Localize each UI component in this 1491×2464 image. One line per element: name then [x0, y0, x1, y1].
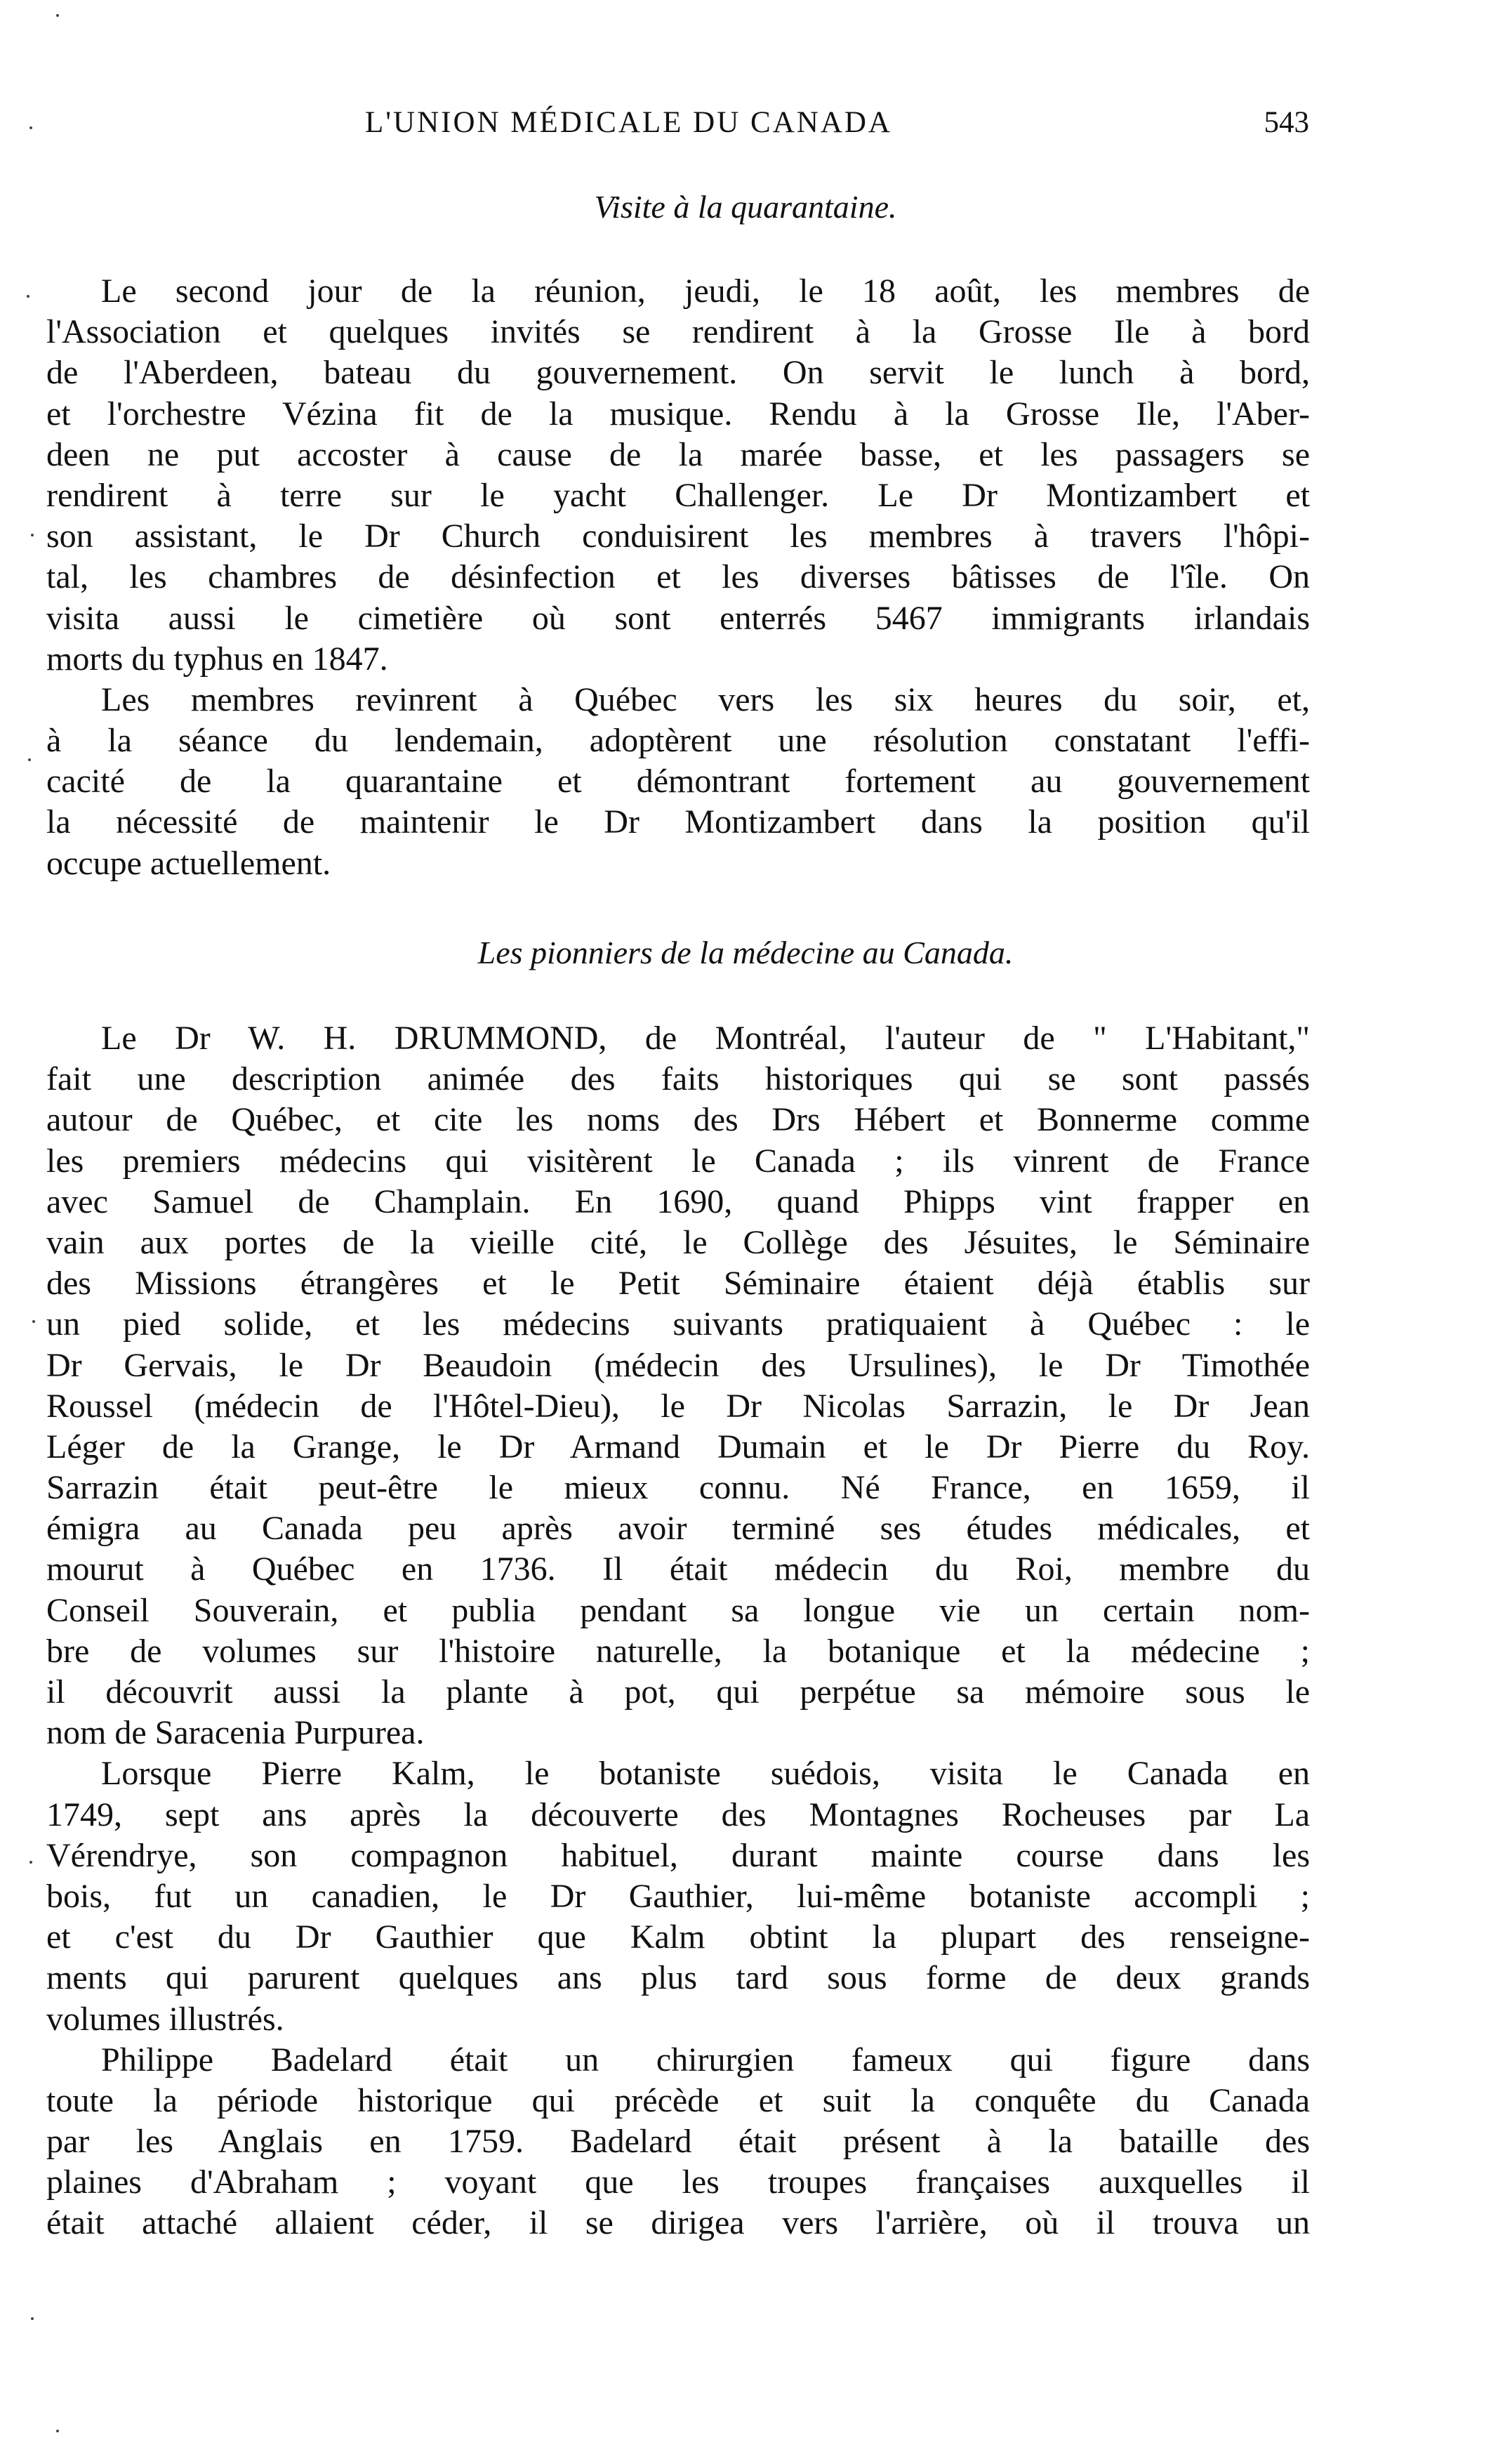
- journal-title: L'UNION MÉDICALE DU CANADA: [365, 106, 892, 139]
- text-line: son assistant, le Dr Church conduisirent les membres à travers l'hôpi-: [46, 518, 1310, 555]
- text-line: bois, fut un canadien, le Dr Gauthier, lui-même botaniste accompli ;: [46, 1877, 1310, 1915]
- text-line: Les membres revinrent à Québec vers les six heures du soir, et,: [101, 680, 1310, 718]
- text-line: à la séance du lendemain, adoptèrent une résolution constatant l'effi-: [46, 722, 1310, 760]
- text-line: et c'est du Dr Gauthier que Kalm obtint la plupart des renseigne-: [46, 1918, 1310, 1956]
- section-heading-quarantine: Visite à la quarantaine.: [594, 189, 897, 225]
- text-line: volumes illustrés.: [46, 2000, 284, 2038]
- text-line: toute la période historique qui précède et suit la conquête du Canada: [46, 2081, 1310, 2119]
- scan-speck: [56, 14, 59, 17]
- text-line: la nécessité de maintenir le Dr Montizambert dans la position qu'il: [46, 803, 1310, 841]
- text-line: et l'orchestre Vézina fit de la musique. Rendu à la Grosse Ile, l'Aber-: [46, 395, 1310, 433]
- section-heading-pioneers: Les pionniers de la médecine au Canada.: [477, 935, 1014, 970]
- text-line: de l'Aberdeen, bateau du gouvernement. On servit le lunch à bord,: [46, 354, 1310, 392]
- page-number: 543: [1264, 106, 1309, 139]
- text-line: deen ne put accoster à cause de la marée basse, et les passagers se: [46, 435, 1310, 473]
- text-line: Le second jour de la réunion, jeudi, le 18 août, les membres de: [101, 272, 1310, 310]
- text-line: par les Anglais en 1759. Badelard était présent à la bataille des: [46, 2123, 1310, 2161]
- text-line: occupe actuellement.: [46, 844, 331, 882]
- text-line: un pied solide, et les médecins suivants pratiquaient à Québec : le: [46, 1305, 1310, 1343]
- text-line: était attaché allaient céder, il se dirigea vers l'arrière, où il trouva un: [46, 2204, 1310, 2242]
- scan-speck: [32, 1320, 35, 1323]
- text-line: Léger de la Grange, le Dr Armand Dumain et le Dr Pierre du Roy.: [46, 1428, 1310, 1465]
- text-line: mourut à Québec en 1736. Il était médecin du Roi, membre du: [46, 1550, 1310, 1588]
- text-line: tal, les chambres de désinfection et les diverses bâtisses de l'île. On: [46, 558, 1310, 596]
- text-line: avec Samuel de Champlain. En 1690, quand Phipps vint frapper en: [46, 1182, 1310, 1220]
- text-line: autour de Québec, et cite les noms des Drs Hébert et Bonnerme comme: [46, 1101, 1310, 1139]
- paragraph-quarantine-visit: [46, 271, 1310, 884]
- scan-speck: [31, 2317, 34, 2320]
- text-line: cacité de la quarantaine et démontrant fortement au gouvernement: [46, 763, 1310, 801]
- running-header: [91, 105, 1309, 147]
- text-line: des Missions étrangères et le Petit Séminaire étaient déjà établis sur: [46, 1265, 1310, 1303]
- scan-speck: [29, 1861, 32, 1864]
- text-line: Conseil Souverain, et publia pendant sa longue vie un certain nom-: [46, 1591, 1310, 1629]
- text-line: 1749, sept ans après la découverte des Montagnes Rocheuses par La: [46, 1796, 1310, 1833]
- text-line: rendirent à terre sur le yacht Challenger. Le Dr Montizambert et: [46, 476, 1310, 514]
- scan-speck: [28, 758, 31, 761]
- scan-speck: [31, 534, 34, 536]
- text-line: morts du typhus en 1847.: [46, 640, 388, 678]
- text-line: Sarrazin était peut-être le mieux connu. Né France, en 1659, il: [46, 1469, 1310, 1507]
- text-line: émigra au Canada peu après avoir terminé ses études médicales, et: [46, 1510, 1310, 1548]
- text-line: l'Association et quelques invités se rendirent à la Grosse Ile à bord: [46, 313, 1310, 351]
- text-line: les premiers médecins qui visitèrent le Canada ; ils vinrent de France: [46, 1142, 1310, 1180]
- scan-speck: [29, 126, 32, 129]
- text-line: Dr Gervais, le Dr Beaudoin (médecin des Ursulines), le Dr Timothée: [46, 1346, 1310, 1384]
- scan-speck: [56, 2430, 59, 2432]
- text-line: ments qui parurent quelques ans plus tard sous forme de deux grands: [46, 1959, 1310, 1997]
- text-line: bre de volumes sur l'histoire naturelle, la botanique et la médecine ;: [46, 1632, 1310, 1670]
- text-line: nom de Saracenia Purpurea.: [46, 1714, 425, 1752]
- text-line: Roussel (médecin de l'Hôtel-Dieu), le Dr Nicolas Sarrazin, le Dr Jean: [46, 1387, 1310, 1425]
- text-line: il découvrit aussi la plante à pot, qui perpétue sa mémoire sous le: [46, 1673, 1310, 1711]
- text-line: Philippe Badelard était un chirurgien fameux qui figure dans: [101, 2041, 1310, 2078]
- text-line: Le Dr W. H. DRUMMOND, de Montréal, l'auteur de " L'Habitant,": [101, 1020, 1310, 1057]
- scan-speck: [27, 295, 29, 298]
- scan-margin-specks: [14, 0, 42, 2464]
- text-line: vain aux portes de la vieille cité, le Collège des Jésuites, le Séminaire: [46, 1223, 1310, 1261]
- text-line: fait une description animée des faits historiques qui se sont passés: [46, 1060, 1310, 1098]
- text-line: plaines d'Abraham ; voyant que les troupes françaises auxquelles il: [46, 2163, 1310, 2201]
- text-line: Vérendrye, son compagnon habituel, durant mainte course dans les: [46, 1836, 1310, 1874]
- paragraph-pioneers: [46, 1018, 1310, 2244]
- text-line: visita aussi le cimetière où sont enterrés 5467 immigrants irlandais: [46, 599, 1310, 637]
- text-line: Lorsque Pierre Kalm, le botaniste suédois, visita le Canada en: [101, 1755, 1310, 1793]
